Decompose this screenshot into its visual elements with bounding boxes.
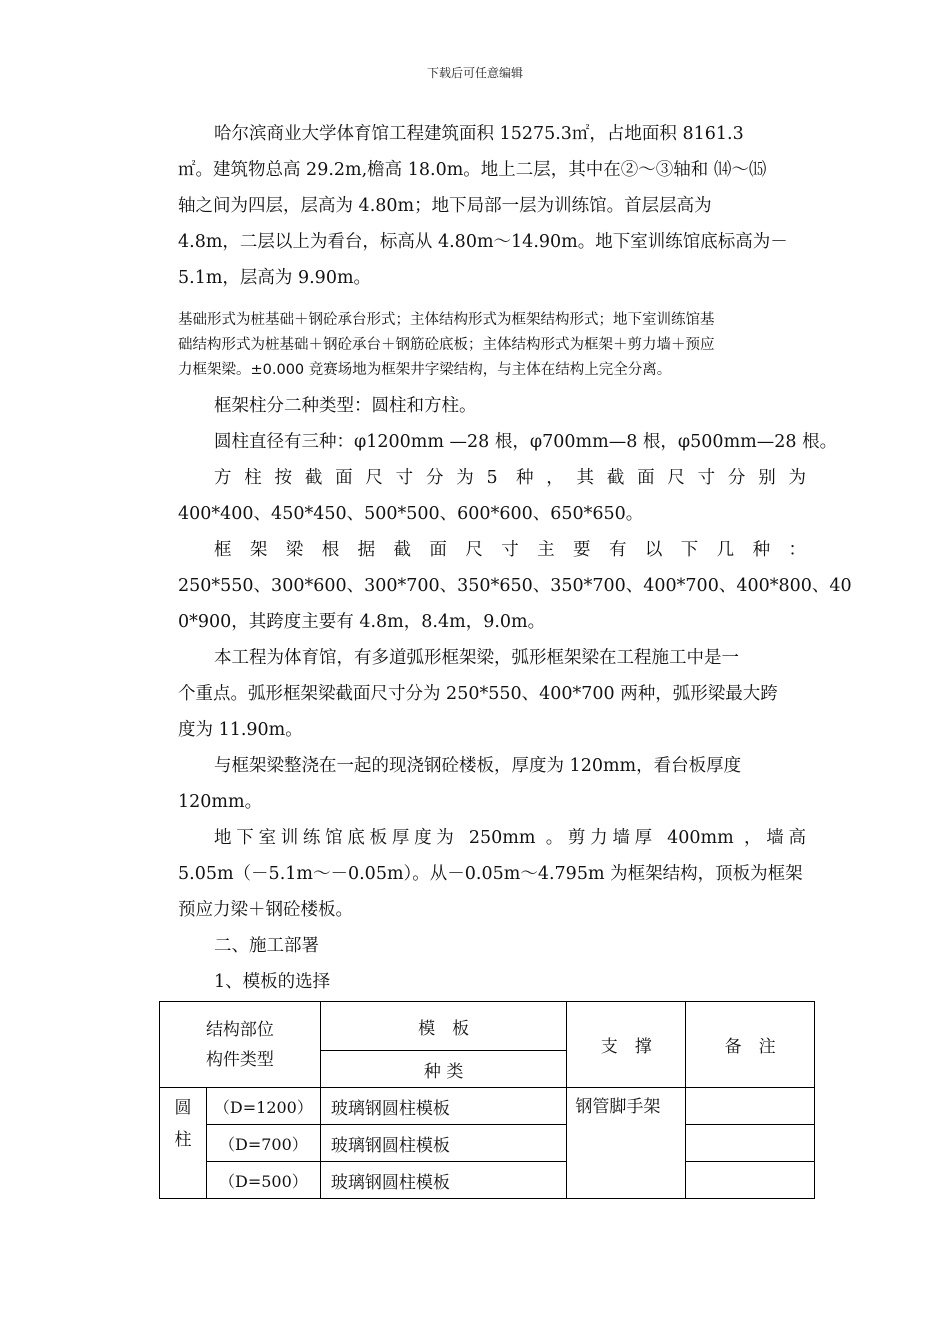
text-line: 250*550、300*600、300*700、350*650、350*700、400*700、400*800、40 bbox=[178, 576, 852, 596]
round-column-label: 圆 柱 bbox=[160, 1088, 207, 1199]
table-cell-mold: 玻璃钢圆柱模板 bbox=[320, 1125, 567, 1162]
header-kind: 种 类 bbox=[320, 1051, 567, 1088]
text-line: 地下室训练馆底板厚度为 250mm 。剪力墙厚 400mm ，墙高 bbox=[214, 828, 806, 848]
header-note: 备 注 bbox=[686, 1002, 815, 1088]
formwork-table bbox=[159, 1001, 815, 1199]
header-structure-line2: 构件类型 bbox=[205, 1049, 274, 1070]
text-line: 120mm。 bbox=[178, 792, 263, 812]
paragraph-columns bbox=[178, 388, 838, 460]
text-line: 与框架梁整浇在一起的现浇钢砼楼板，厚度为 120mm，看台板厚度 bbox=[214, 756, 742, 776]
table-cell-support: 钢管脚手架 bbox=[567, 1088, 686, 1199]
table-cell-size: （D=1200） bbox=[206, 1088, 320, 1125]
table-cell-note bbox=[686, 1088, 815, 1125]
text-line: 5.1m，层高为 9.90m。 bbox=[178, 268, 372, 288]
header-structure-line1: 结构部位 bbox=[205, 1019, 274, 1040]
table-cell-mold: 玻璃钢圆柱模板 bbox=[320, 1162, 567, 1199]
table-cell-size: （D=700） bbox=[206, 1125, 320, 1162]
section-title: 二、施工部署 bbox=[214, 936, 319, 956]
paragraph-square-columns bbox=[178, 460, 806, 532]
text-line: 方柱按截面尺寸分为5 种，其截面尺寸分别为 bbox=[214, 468, 806, 488]
text-line: 预应力梁＋钢砼楼板。 bbox=[178, 900, 353, 920]
text-line: 4.8m，二层以上为看台，标高从 4.80m～14.90m。地下室训练馆底标高为－ bbox=[178, 232, 788, 252]
section-headings bbox=[178, 928, 806, 1000]
text-line: 5.05m（－5.1m～－0.05m）。从－0.05m～4.795m 为框架结构，顶板为框架 bbox=[178, 864, 803, 884]
text-line: 度为 11.90m。 bbox=[178, 720, 303, 740]
text-line: 哈尔滨商业大学体育馆工程建筑面积 15275.3㎡，占地面积 8161.3 bbox=[214, 124, 744, 144]
text-line: 个重点。弧形框架梁截面尺寸分为 250*550、400*700 两种，弧形梁最大跨 bbox=[178, 684, 778, 704]
table-cell-note bbox=[686, 1125, 815, 1162]
table-cell-note bbox=[686, 1162, 815, 1199]
paragraph-foundation bbox=[178, 308, 806, 383]
text-line: 轴之间为四层，层高为 4.80m；地下局部一层为训练馆。首层层高为 bbox=[178, 196, 712, 216]
page-header: 下载后可任意编辑 bbox=[426, 66, 523, 80]
paragraph-arc-beams bbox=[178, 640, 806, 748]
text-line: 础结构形式为桩基础＋钢砼承台＋钢筋砼底板；主体结构形式为框架＋剪力墙＋预应 bbox=[178, 337, 715, 353]
header-support: 支 撑 bbox=[567, 1002, 686, 1088]
header-mold: 模 板 bbox=[320, 1002, 567, 1051]
text-line: 圆柱直径有三种：φ1200mm —28 根，φ700mm—8 根，φ500mm—28 根。 bbox=[214, 432, 838, 452]
paragraph-slabs bbox=[178, 748, 806, 820]
subsection-title: 1、模板的选择 bbox=[214, 972, 331, 992]
paragraph-overview bbox=[178, 116, 806, 296]
header-structure bbox=[160, 1002, 321, 1088]
text-line: 本工程为体育馆，有多道弧形框架梁，弧形框架梁在工程施工中是一 bbox=[214, 648, 739, 668]
paragraph-beams bbox=[178, 532, 852, 640]
text-line: 400*400、450*450、500*500、600*600、650*650。 bbox=[178, 504, 644, 524]
text-line: 框架柱分二种类型：圆柱和方柱。 bbox=[214, 396, 477, 416]
text-line: 框架梁根据截面尺寸主要有以下几种： bbox=[214, 540, 806, 560]
text-line: 力框架梁。±0.000 竞赛场地为框架井字梁结构，与主体在结构上完全分离。 bbox=[178, 362, 672, 378]
table-cell-mold: 玻璃钢圆柱模板 bbox=[320, 1088, 567, 1125]
paragraph-basement bbox=[178, 820, 806, 928]
text-line: 0*900，其跨度主要有 4.8m，8.4m，9.0m。 bbox=[178, 612, 546, 632]
text-line: 基础形式为桩基础＋钢砼承台形式；主体结构形式为框架结构形式；地下室训练馆基 bbox=[178, 312, 715, 328]
table-cell-size: （D=500） bbox=[206, 1162, 320, 1199]
text-line: ㎡。建筑物总高 29.2m,檐高 18.0m。地上二层，其中在②～③轴和 ⒁～⒂ bbox=[178, 160, 767, 180]
